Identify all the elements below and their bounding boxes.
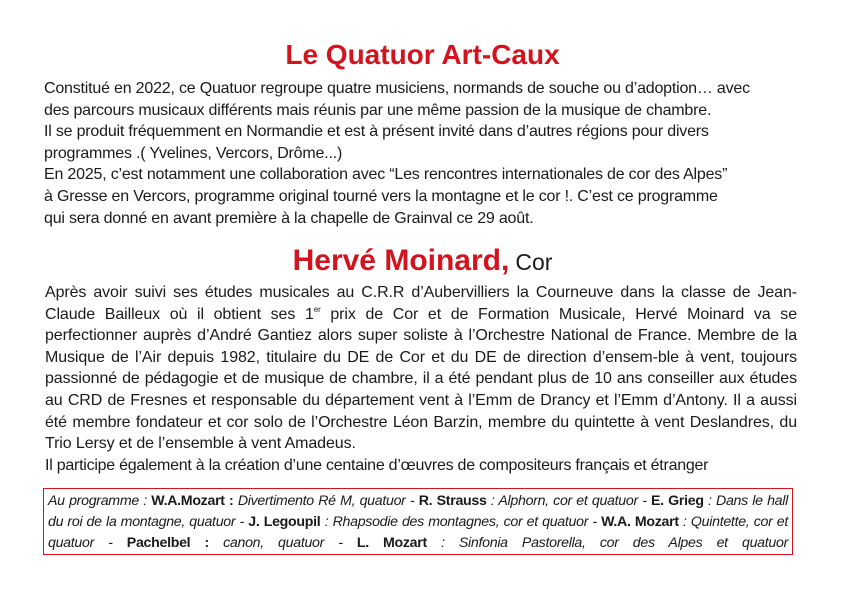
soloist-name: Hervé Moinard, (292, 244, 510, 277)
program-composer-1: W.A.Mozart : (151, 493, 234, 509)
program-work-6: canon, quatuor - (208, 535, 357, 551)
quartet-line-5: En 2025, c’est notamment une collaboration avec “Les rencontres internationales de cor des Alpes” (44, 166, 728, 184)
program-work-4: : Rhapsodie des montagnes, cor et quatuor - (320, 514, 602, 530)
program-work-1: Divertimento Ré M, quatuor - (233, 493, 419, 509)
program-composer-6: Pachelbel : (126, 535, 209, 551)
program-composer-4: J. Legoupil (248, 514, 321, 530)
soloist-biography (45, 282, 797, 476)
program-work-2: : Alphorn, cor et quatuor - (486, 493, 651, 509)
quartet-line-3: Il se produit fréquemment en Normandie et est à présent invité dans d’autres régions pour divers (44, 123, 709, 141)
quartet-line-1: Constitué en 2022, ce Quatuor regroupe quatre musiciens, normands de souche ou d’adoption… avec (44, 80, 750, 97)
program-work-7: : Sinfonia Pastorella, cor des Alpes et quatuor (426, 535, 788, 551)
program-composer-5: W.A. Mozart (601, 514, 679, 530)
bio-ordinal-sup: er (313, 304, 321, 314)
program-composer-2: R. Strauss (418, 493, 487, 509)
biography-paragraph (45, 282, 797, 455)
soloist-role: Cor (515, 249, 553, 275)
bio-text-start: Après avoir suivi ses études musicales au C.R.R d’Aubervilliers la Courneuve dans la classe de Jean-Claude Bailleux où il obtient ses 1 (45, 284, 797, 323)
program-work-5: : Quintette, cor et quatuor - (48, 514, 788, 551)
bio-text-rest: prix de Cor et de Formation Musicale, Hervé Moinard va se perfectionner auprès d’André Gantiez alors super soliste à l’Orchestre National de France. Membre de la Musique de l’Air depuis 1982, titulaire du DE de Cor et du DE de direction d’ensem-ble à vent, toujours passionné de pédagogie et de musique de chambre, il a été pendant plus de 10 ans conseiller aux études au CRD de Fresnes et responsable du département vent à l’Emm de Drancy et l’Emm d’Antony. Il a aussi été membre fondateur et cor solo de l’Orchestre Léon Barzin, membre du quintette à vent Deslandres, du Trio Lersy et de l’ensemble à vent Amadeus. (45, 305, 797, 453)
program-box (43, 488, 793, 555)
quartet-line-6: à Gresse en Vercors, programme original tourné vers la montagne et le cor !. C’est ce programme (44, 187, 718, 205)
program-composer-3: E. Grieg (651, 493, 704, 509)
quartet-line-4: programmes .( Yvelines, Vercors, Drôme...) (44, 144, 343, 162)
quartet-title: Le Quatuor Art-Caux (285, 39, 560, 70)
soloist-title (0, 243, 845, 280)
program-work-3: : Dans le hall du roi de la montagne, quatuor - (48, 493, 788, 530)
program-composer-7: L. Mozart (356, 535, 427, 551)
quartet-line-2: des parcours musicaux différents mais réunis par une même passion de la musique de chambre. (44, 101, 712, 119)
quartet-description (44, 78, 804, 229)
biography-last-line: Il participe également à la création d’une centaine d’œuvres de compositeurs français et étranger (45, 456, 709, 474)
program-intro: Au programme : (48, 493, 152, 509)
quartet-line-7: qui sera donné en avant première à la chapelle de Grainval ce 29 août. (44, 209, 534, 227)
